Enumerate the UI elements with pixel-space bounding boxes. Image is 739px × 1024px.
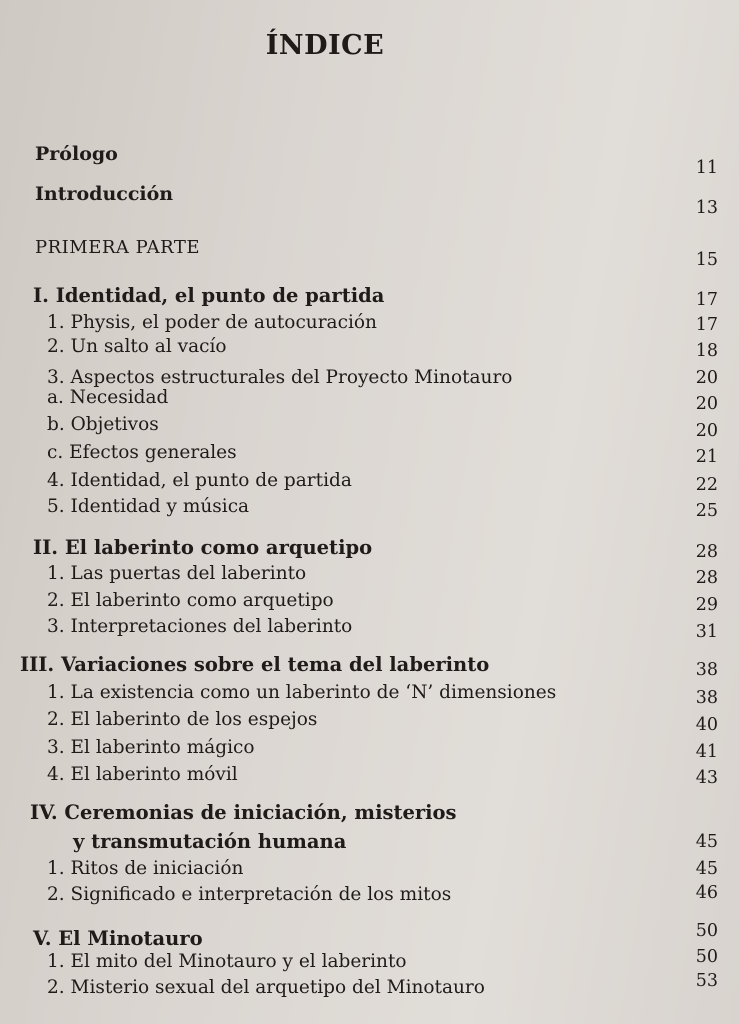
toc-subentry-label: 2. Misterio sexual del arquetipo del Minotauro	[47, 977, 485, 998]
toc-chapter-title: II. El laberinto como arquetipo	[33, 536, 373, 559]
toc-subentry	[0, 708, 739, 734]
toc-page-number: 20	[695, 421, 718, 441]
toc-chapter-heading	[0, 284, 739, 310]
toc-subentry	[0, 386, 739, 412]
toc-subentry	[0, 469, 739, 495]
toc-subentry	[0, 857, 739, 883]
toc-page-number: 17	[695, 290, 718, 310]
toc-page-number: 45	[695, 832, 718, 852]
toc-subentry-label: 1. La existencia como un laberinto de ‘N’ dimensiones	[47, 682, 557, 703]
toc-subentry	[0, 413, 739, 439]
toc-entry-introduccion	[0, 182, 739, 218]
toc-page-number: 45	[695, 859, 718, 879]
toc-entry-prologo	[0, 142, 739, 178]
toc-part-heading	[0, 236, 739, 270]
toc-subentry-label: 2. El laberinto como arquetipo	[47, 590, 334, 611]
toc-page-number: 28	[695, 542, 718, 562]
toc-subentry-label: 2. Un salto al vacío	[47, 336, 227, 357]
toc-page-number: 18	[695, 341, 718, 361]
toc-subentry-label: 1. Ritos de iniciación	[47, 858, 244, 879]
toc-subentry-label: 2. El laberinto de los espejos	[47, 709, 318, 730]
toc-subentry	[0, 311, 739, 337]
toc-page-number: 22	[695, 475, 718, 495]
toc-subentry	[0, 681, 739, 707]
toc-page-number: 28	[695, 568, 718, 588]
toc-subentry	[0, 947, 739, 976]
toc-page-number: 20	[695, 394, 718, 414]
toc-page-number: 31	[695, 622, 718, 642]
toc-subentry-label: 2. Significado e interpretación de los mitos	[47, 884, 452, 905]
toc-page-number: 25	[695, 501, 718, 521]
toc-subentry-label: a. Necesidad	[47, 387, 169, 408]
toc-entry-label: Prólogo	[35, 143, 118, 165]
toc-part-label: PRIMERA PARTE	[35, 237, 200, 258]
toc-chapter-title: IV. Ceremonias de iniciación, misterios	[30, 801, 457, 824]
toc-page-number: 17	[695, 315, 718, 335]
toc-chapter-heading	[0, 653, 739, 679]
toc-page-number: 13	[695, 198, 718, 218]
toc-subentry-label: c. Efectos generales	[47, 442, 237, 463]
toc-subentry	[0, 736, 739, 762]
toc-subentry-label: 1. Las puertas del laberinto	[47, 563, 307, 584]
toc-chapter-heading	[0, 536, 739, 562]
toc-subentry	[0, 495, 739, 521]
toc-entry-label: Introducción	[35, 183, 174, 205]
toc-subentry-label: 1. El mito del Minotauro y el laberinto	[47, 951, 407, 972]
toc-page-number: 38	[695, 688, 718, 708]
toc-page-number: 53	[695, 971, 718, 991]
toc-subentry-label: 5. Identidad y música	[47, 496, 250, 517]
toc-subentry	[0, 562, 739, 588]
toc-subentry	[0, 763, 739, 789]
toc-page-number: 11	[695, 158, 718, 178]
toc-page-number: 46	[695, 883, 718, 903]
toc-chapter-title: III. Variaciones sobre el tema del laberinto	[20, 653, 490, 676]
toc-chapter-title: I. Identidad, el punto de partida	[33, 284, 385, 307]
toc-subentry	[0, 615, 739, 641]
toc-subentry-label: 4. Identidad, el punto de partida	[47, 470, 352, 491]
toc-subentry-label: b. Objetivos	[47, 414, 159, 435]
toc-subentry-label: 3. Aspectos estructurales del Proyecto Minotauro	[47, 367, 513, 388]
toc-subentry	[0, 883, 739, 909]
toc-chapter-heading-continued	[0, 830, 739, 856]
toc-subentry	[0, 971, 739, 1002]
toc-page-number: 43	[695, 768, 718, 788]
toc-subentry	[0, 441, 739, 467]
toc-subentry-label: 4. El laberinto móvil	[47, 764, 238, 785]
toc-page-number: 50	[695, 921, 718, 941]
toc-chapter-heading	[0, 801, 739, 827]
toc-page-number: 40	[695, 715, 718, 735]
toc-page-number: 38	[695, 660, 718, 680]
toc-page-number: 21	[695, 447, 718, 467]
toc-page-number: 29	[695, 595, 718, 615]
toc-page-number: 50	[695, 947, 718, 967]
toc-page-number: 15	[695, 250, 718, 270]
toc-chapter-title-line2: y transmutación humana	[73, 830, 347, 853]
toc-subentry-label: 3. Interpretaciones del laberinto	[47, 616, 353, 637]
toc-chapter-title: V. El Minotauro	[33, 927, 203, 950]
toc-subentry	[0, 589, 739, 615]
page-title: ÍNDICE	[265, 30, 385, 61]
toc-page-number: 41	[695, 742, 718, 762]
toc-page-number: 20	[695, 368, 718, 388]
toc-subentry-label: 1. Physis, el poder de autocuración	[47, 312, 377, 333]
toc-subentry-label: 3. El laberinto mágico	[47, 737, 255, 758]
toc-subentry	[0, 335, 739, 361]
